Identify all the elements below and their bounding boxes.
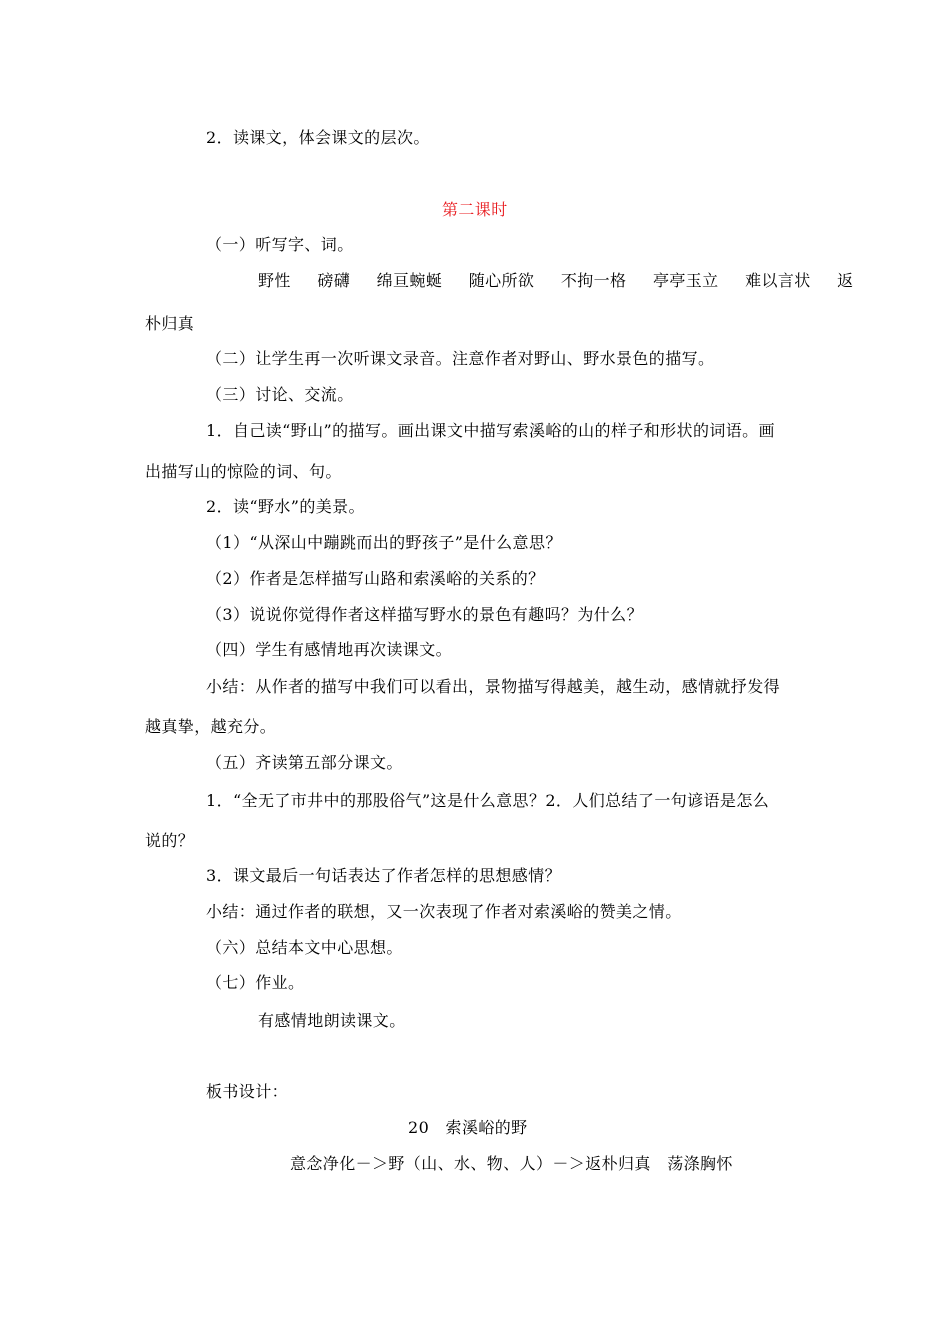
board-design-label: 板书设计： xyxy=(206,1082,289,1101)
vocab-word: 随心所欲 xyxy=(468,271,535,290)
board-summary-line: 意念净化－＞野（山、水、物、人）－＞返朴归真 荡涤胸怀 xyxy=(290,1154,733,1173)
section-2: （二）让学生再一次听课文录音。注意作者对野山、野水景色的描写。 xyxy=(206,349,715,368)
vocab-word: 绵亘蜿蜒 xyxy=(376,271,443,290)
question-1: （1）“从深山中蹦跳而出的野孩子”是什么意思？ xyxy=(206,533,562,552)
vocab-word: 野性 xyxy=(258,271,291,290)
section-7-heading: （七）作业。 xyxy=(206,973,305,992)
board-title: 20 索溪峪的野 xyxy=(408,1118,528,1137)
section-3-item-2: 2．读“野水”的美景。 xyxy=(206,497,365,516)
vocab-word: 不拘一格 xyxy=(560,271,627,290)
lesson-title: 第二课时 xyxy=(442,200,508,219)
vocab-list xyxy=(258,271,854,291)
summary-1-cont: 越真挚，越充分。 xyxy=(145,717,277,736)
homework-task: 有感情地朗读课文。 xyxy=(258,1011,406,1030)
section-6: （六）总结本文中心思想。 xyxy=(206,938,403,957)
vocab-word: 亭亭玉立 xyxy=(652,271,719,290)
section-3-item-1: 1．自己读“野山”的描写。画出课文中描写索溪峪的山的样子和形状的词语。画 xyxy=(206,421,775,440)
reading-task-line: 2．读课文，体会课文的层次。 xyxy=(206,128,430,147)
section-5-item-1: 1．“全无了市井中的那股俗气”这是什么意思？2．人们总结了一句谚语是怎么 xyxy=(206,791,770,810)
question-3: （3）说说你觉得作者这样描写野水的景色有趣吗？为什么？ xyxy=(206,605,643,624)
summary-1: 小结：从作者的描写中我们可以看出，景物描写得越美，越生动，感情就抒发得 xyxy=(206,677,781,696)
section-5-item-1-cont: 说的？ xyxy=(145,831,195,850)
vocab-continuation: 朴归真 xyxy=(145,314,195,333)
summary-2: 小结：通过作者的联想，又一次表现了作者对索溪峪的赞美之情。 xyxy=(206,902,682,921)
vocab-word: 返 xyxy=(837,271,854,290)
section-4: （四）学生有感情地再次读课文。 xyxy=(206,640,453,659)
section-3-heading: （三）讨论、交流。 xyxy=(206,385,354,404)
vocab-word: 磅礴 xyxy=(317,271,351,290)
question-2: （2）作者是怎样描写山路和索溪峪的关系的？ xyxy=(206,569,545,588)
vocab-word: 难以言状 xyxy=(745,271,811,290)
section-5-heading: （五）齐读第五部分课文。 xyxy=(206,753,403,772)
section-3-item-1-cont: 出描写山的惊险的词、句。 xyxy=(145,462,342,481)
section-1-heading: （一）听写字、词。 xyxy=(206,235,354,254)
section-5-item-3: 3．课文最后一句话表达了作者怎样的思想感情？ xyxy=(206,866,561,885)
